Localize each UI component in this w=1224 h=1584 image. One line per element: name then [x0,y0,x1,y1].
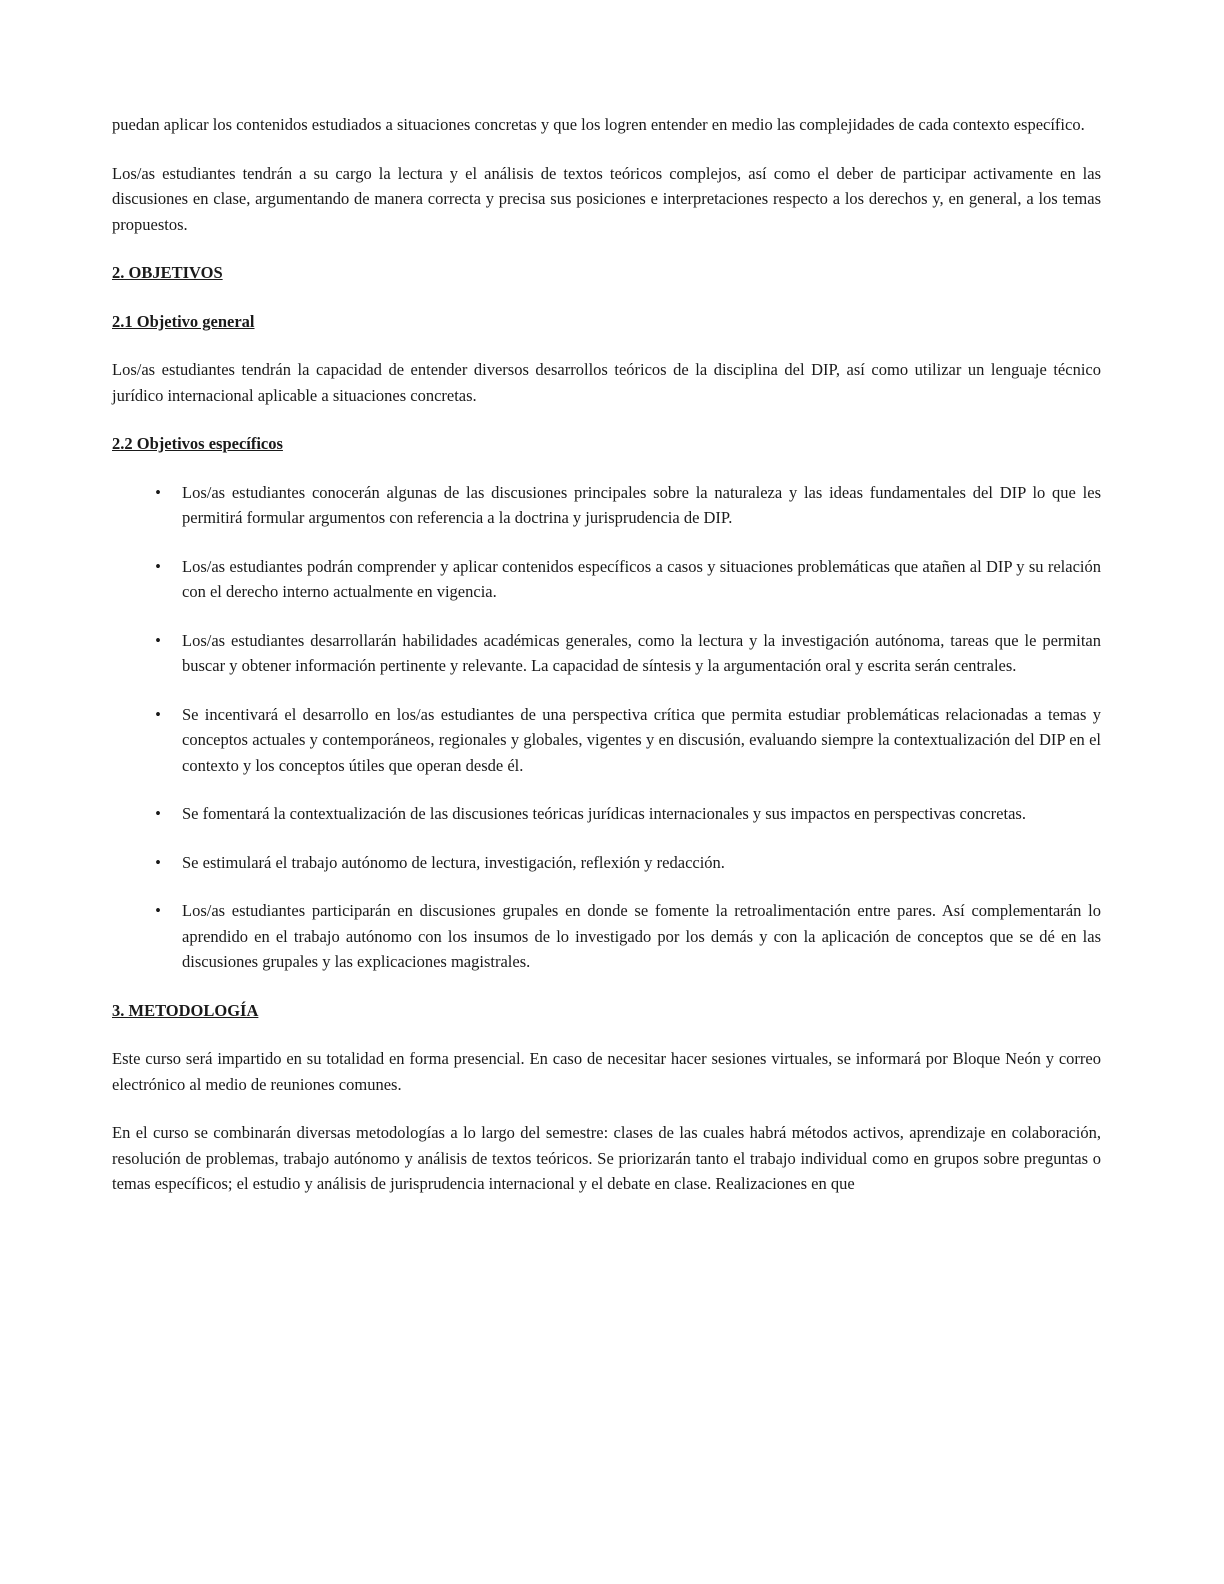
intro-paragraph-2: Los/as estudiantes tendrán a su cargo la lectura y el análisis de textos teóricos complejos, así como el deber de participar activamente en las discusiones en clase, argumentando de manera correcta y precisa sus posiciones e interpretaciones respecto a los derechos y, en general, a los temas propuestos. [112,163,1101,234]
list-item-text: Se incentivará el desarrollo en los/as estudiantes de una perspectiva crítica que permita estudiar problemáticas relacionadas a temas y conceptos actuales y contemporáneos, regionales y globales, vigentes y en discusión, evaluando siempre la contextualización del DIP en el contexto y los conceptos útiles que operan desde él. [182,704,1101,775]
bullet-icon: • [155,482,161,502]
bullet-icon: • [155,556,161,576]
list-item [112,898,1101,975]
list-item-text: Los/as estudiantes desarrollarán habilidades académicas generales, como la lectura y la investigación autónoma, tareas que le permitan buscar y obtener información pertinente y relevante. La capacidad de síntesis y la argumentación oral y escrita serán centrales. [182,630,1101,675]
list-item [112,480,1101,531]
general-objective-heading: 2.1 Objetivo general [112,311,255,331]
list-item-text: Los/as estudiantes participarán en discusiones grupales en donde se fomente la retroalimentación entre pares. Así complementarán lo aprendido en el trabajo autónomo con los insumos de lo investigado por los demás y con la aplicación de conceptos que se dé en las discusiones grupales y las explicaciones magistrales. [182,901,1101,971]
list-item [112,801,1101,827]
intro-paragraph-1: puedan aplicar los contenidos estudiados a situaciones concretas y que los logren entender en medio las complejidades de cada contexto específico. [112,115,1085,134]
bullet-icon: • [155,852,161,872]
list-item-text: Se estimulará el trabajo autónomo de lectura, investigación, reflexión y redacción. [182,852,725,872]
bullet-icon: • [155,901,161,920]
methodology-paragraph-1: Este curso será impartido en su totalidad en forma presencial. En caso de necesitar hacer sesiones virtuales, se informará por Bloque Neón y correo electrónico al medio de reuniones comunes. [112,1049,1101,1094]
bullet-icon: • [155,704,161,724]
document-page [112,112,1101,1220]
general-objective-text: Los/as estudiantes tendrán la capacidad de entender diversos desarrollos teóricos de la disciplina del DIP, así como utilizar un lenguaje técnico jurídico internacional aplicable a situaciones concretas. [112,360,1101,405]
objectives-heading: 2. OBJETIVOS [112,263,223,282]
list-item-text: Se fomentará la contextualización de las discusiones teóricas jurídicas internacionales y sus impactos en perspectivas concretas. [182,804,1026,823]
list-item-text: Los/as estudiantes conocerán algunas de las discusiones principales sobre la naturaleza y las ideas fundamentales del DIP lo que les permitirá formular argumentos con referencia a la doctrina y jurisprudencia de DIP. [182,482,1101,527]
specific-objectives-list [112,480,1101,975]
list-item-text: Los/as estudiantes podrán comprender y aplicar contenidos específicos a casos y situaciones problemáticas que atañen al DIP y su relación con el derecho interno actualmente en vigencia. [182,556,1101,601]
list-item [112,702,1101,779]
bullet-icon: • [155,804,161,823]
specific-objectives-heading: 2.2 Objetivos específicos [112,434,283,453]
methodology-paragraph-2: En el curso se combinarán diversas metodologías a lo largo del semestre: clases de las cuales habrá métodos activos, aprendizaje en colaboración, resolución de problemas, trabajo autónomo y análisis de textos teóricos. Se priorizarán tanto el trabajo individual como en grupos sobre preguntas o temas específicos; el estudio y análisis de jurisprudencia internacional y el debate en clase. Realizaciones en que [112,1123,1101,1193]
methodology-heading: 3. METODOLOGÍA [112,1000,259,1020]
list-item [112,850,1101,876]
bullet-icon: • [155,630,161,650]
list-item [112,554,1101,605]
list-item [112,628,1101,679]
